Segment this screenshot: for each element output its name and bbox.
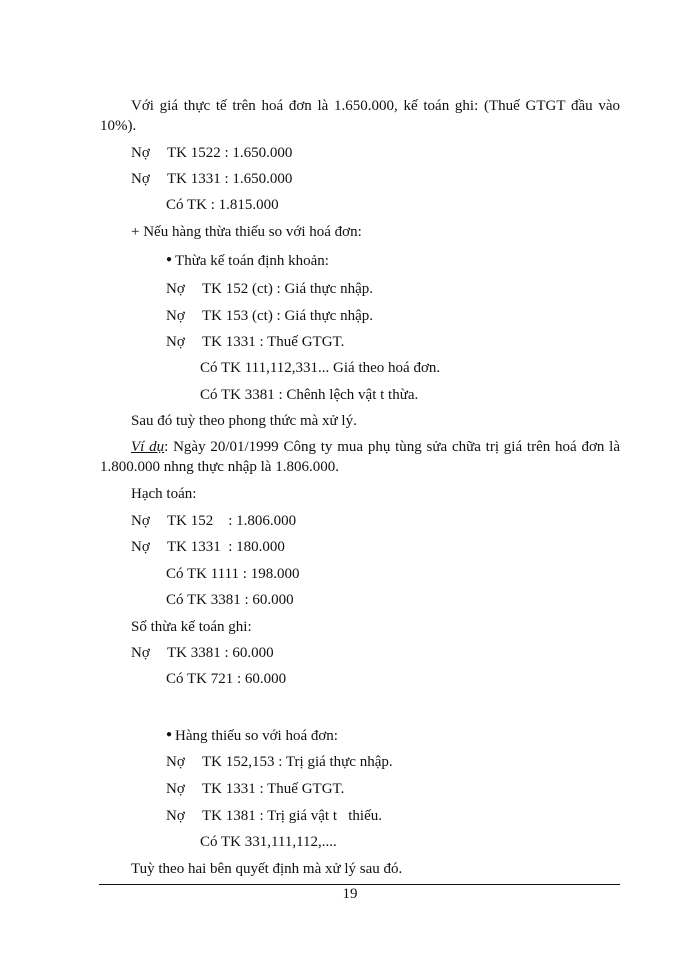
footer-divider	[99, 884, 620, 885]
accounting-heading: Hạch toán:	[131, 486, 197, 502]
journal-line: Nợ TK 153 (ct) : Giá thực nhập.	[166, 308, 373, 324]
journal-line: Nợ TK 1381 : Trị giá vật t thiếu.	[166, 808, 382, 824]
example-label: Ví dụ	[131, 439, 165, 455]
debit-code: Nợ	[131, 145, 150, 161]
journal-line: Nợ TK 1331 : Thuế GTGT.	[166, 334, 345, 350]
bullet-icon: ●	[166, 729, 173, 740]
surplus-heading: ● Thừa kế toán định khoản:	[166, 253, 329, 269]
page-number: 19	[342, 886, 358, 902]
shortage-heading: ● Hàng thiếu so với hoá đơn:	[166, 728, 338, 744]
journal-line: Nợ TK 1331 : Thuế GTGT.	[166, 781, 345, 797]
journal-line: Nợ TK 3381 : 60.000	[131, 645, 274, 661]
bullet-icon: ●	[166, 254, 173, 265]
intro-paragraph: Với giá thực tế trên hoá đơn là 1.650.000, kế toán ghi: (Thuế GTGT đầu vào 10%).	[100, 98, 620, 134]
after-text: Sau đó tuỳ theo phong thức mà xử lý.	[131, 413, 357, 429]
example-paragraph: Ví dụ: Ngày 20/01/1999 Công ty mua phụ tùng sửa chữa trị giá trên hoá đơn là 1.800.000 nhng thực nhập là 1.806.000.	[100, 439, 620, 475]
journal-line: Nợ TK 1331 : 180.000	[131, 539, 285, 555]
journal-line: Nợ TK 152 (ct) : Giá thực nhập.	[166, 281, 373, 297]
journal-line: Có TK 3381 : Chênh lệch vật t thừa.	[200, 387, 419, 403]
journal-line: Có TK 1111 : 198.000	[166, 566, 300, 582]
journal-line: Có TK 331,111,112,....	[200, 834, 337, 850]
closing-text: Tuỳ theo hai bên quyết định mà xử lý sau đó.	[131, 861, 403, 877]
journal-line: Nợ TK 1522 : 1.650.000	[131, 145, 293, 161]
journal-line: Nợ TK 152 : 1.806.000	[131, 513, 297, 529]
journal-line: Có TK 3381 : 60.000	[166, 592, 294, 608]
case-heading: + Nếu hàng thừa thiếu so với hoá đơn:	[131, 224, 362, 240]
journal-line: Có TK 721 : 60.000	[166, 671, 287, 687]
debit-code: Nợ	[131, 171, 150, 187]
journal-line: Có TK 111,112,331... Giá theo hoá đơn.	[200, 360, 441, 376]
journal-line: Nợ TK 152,153 : Trị giá thực nhập.	[166, 754, 393, 770]
journal-line: Nợ TK 1331 : 1.650.000	[131, 171, 293, 187]
journal-line: Có TK : 1.815.000	[166, 197, 279, 213]
surplus-record-heading: Số thừa kế toán ghi:	[131, 619, 252, 635]
